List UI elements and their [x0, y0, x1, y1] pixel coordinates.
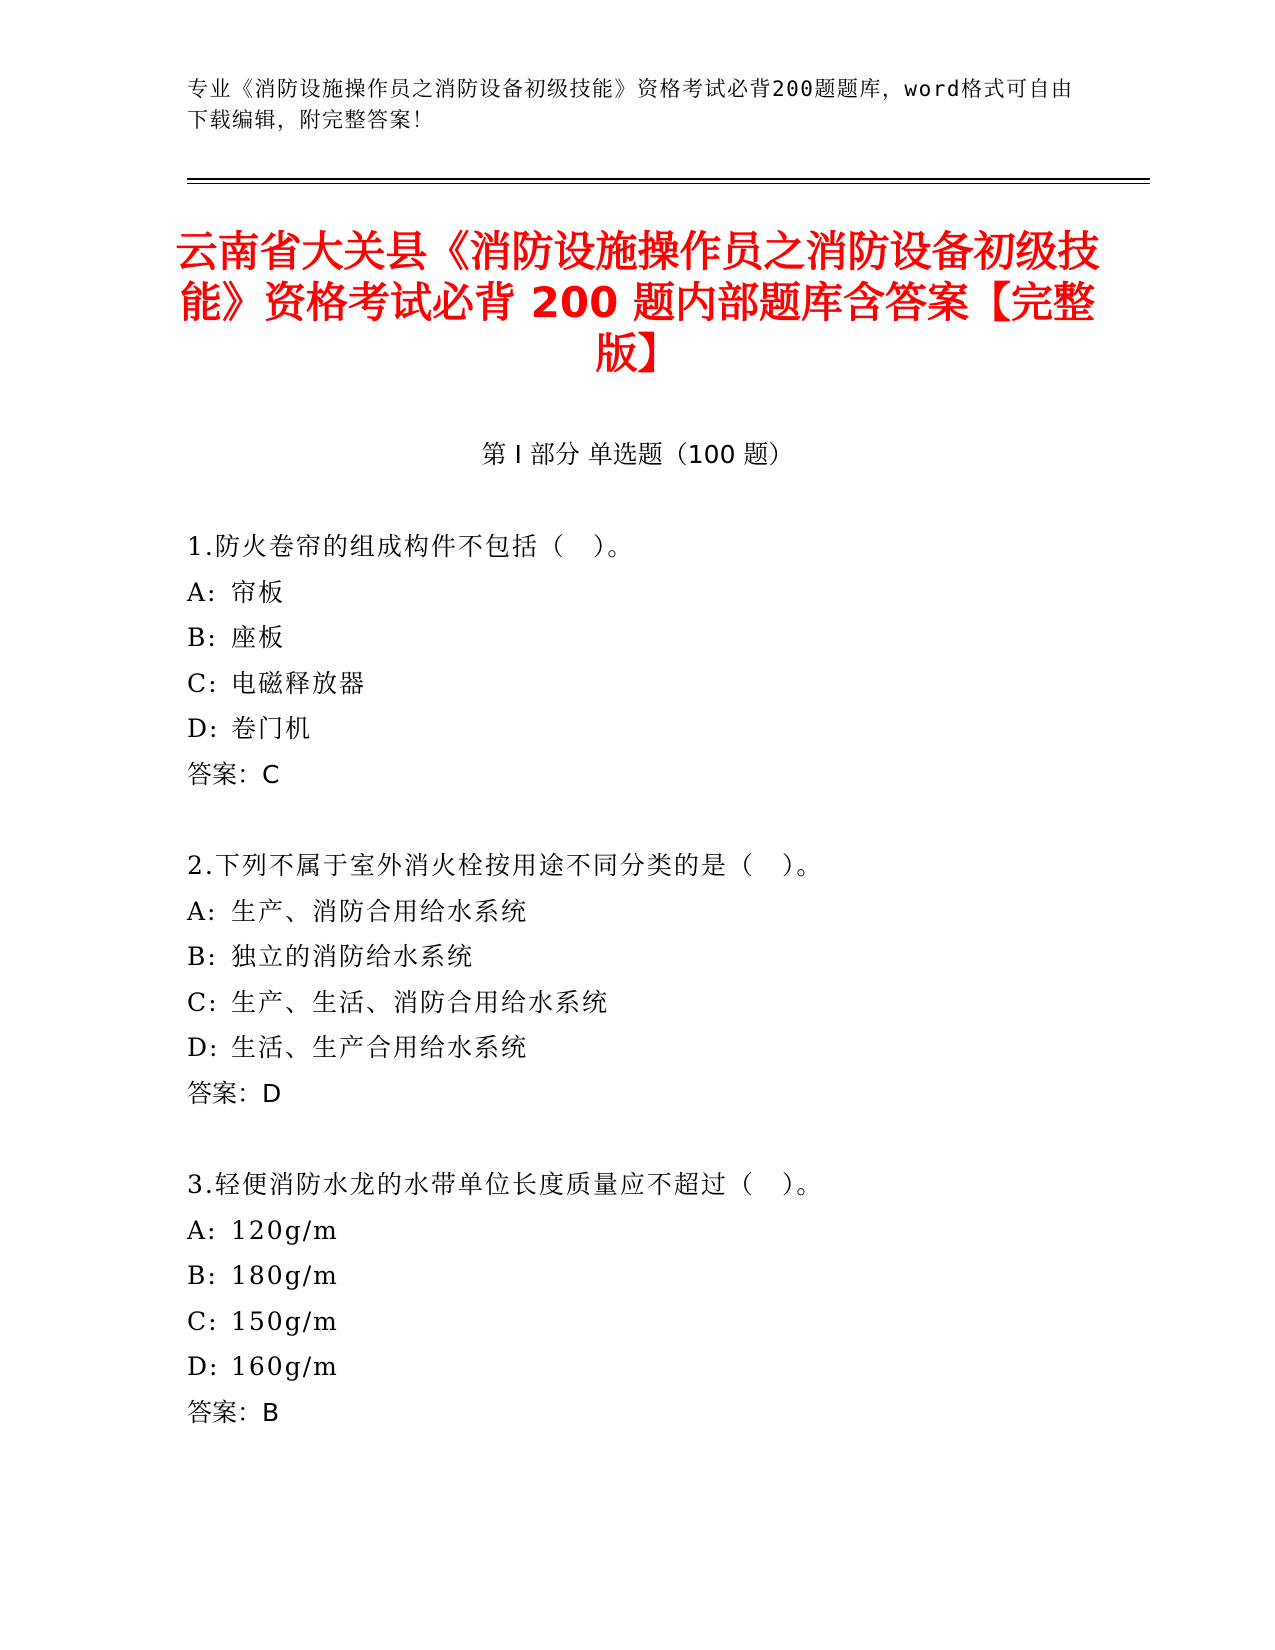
question-list [187, 524, 1137, 1481]
option-line [187, 1208, 1137, 1254]
option-text: 生活、生产合用给水系统 [231, 1033, 529, 1062]
option-text: 电磁释放器 [231, 668, 367, 698]
answer-line: 答案：C [187, 759, 280, 789]
option-line [187, 1025, 1137, 1071]
option-key: A: [187, 1215, 218, 1245]
option-key: B: [187, 1261, 218, 1290]
option-key: B: [187, 942, 218, 971]
option-key: D: [187, 1033, 220, 1062]
option-text: 座板 [231, 623, 286, 652]
option-text: 卷门机 [231, 714, 313, 743]
question-item [187, 524, 1137, 797]
option-line [187, 1344, 1137, 1390]
option-line [187, 934, 1137, 980]
option-text: 帘板 [231, 577, 286, 607]
option-text: 120g/m [231, 1215, 339, 1245]
option-line [187, 706, 1137, 752]
option-text: 160g/m [231, 1352, 339, 1381]
option-line [187, 570, 1137, 616]
header-divider-thick [187, 178, 1150, 180]
option-key: A: [187, 577, 218, 607]
document-title: 云南省大关县《消防设施操作员之消防设备初级技能》资格考试必背 200 题内部题库含答案【完整版】 [175, 227, 1100, 378]
option-key: D: [187, 1352, 220, 1381]
question-stem: 3.轻便消防水龙的水带单位长度质量应不超过（ ）。 [187, 1170, 824, 1199]
question-stem: 1.防火卷帘的组成构件不包括（ ）。 [187, 532, 635, 561]
option-key: D: [187, 714, 220, 743]
option-text: 独立的消防给水系统 [231, 942, 475, 971]
option-text: 150g/m [231, 1306, 339, 1336]
option-key: A: [187, 896, 218, 926]
question-item [187, 843, 1137, 1116]
answer-line: 答案：D [187, 1078, 282, 1108]
option-key: C: [187, 668, 219, 698]
header-divider-thin [187, 183, 1150, 184]
question-stem: 2.下列不属于室外消火栓按用途不同分类的是（ ）。 [187, 851, 824, 880]
option-text: 生产、消防合用给水系统 [231, 896, 529, 926]
option-key: B: [187, 623, 218, 652]
header-note: 专业《消防设施操作员之消防设备初级技能》资格考试必背200题题库，word格式可自由下载编辑，附完整答案！ [187, 77, 1074, 132]
option-text: 180g/m [231, 1261, 339, 1290]
option-key: C: [187, 987, 219, 1017]
question-item [187, 1162, 1137, 1435]
option-line [187, 980, 1137, 1026]
option-line [187, 1299, 1137, 1345]
section-title: 第 I 部分 单选题（100 题） [481, 440, 794, 469]
option-line [187, 661, 1137, 707]
option-key: C: [187, 1306, 219, 1336]
option-line [187, 1253, 1137, 1299]
option-line [187, 889, 1137, 935]
option-line [187, 615, 1137, 661]
option-text: 生产、生活、消防合用给水系统 [231, 987, 610, 1017]
answer-line: 答案：B [187, 1397, 280, 1427]
